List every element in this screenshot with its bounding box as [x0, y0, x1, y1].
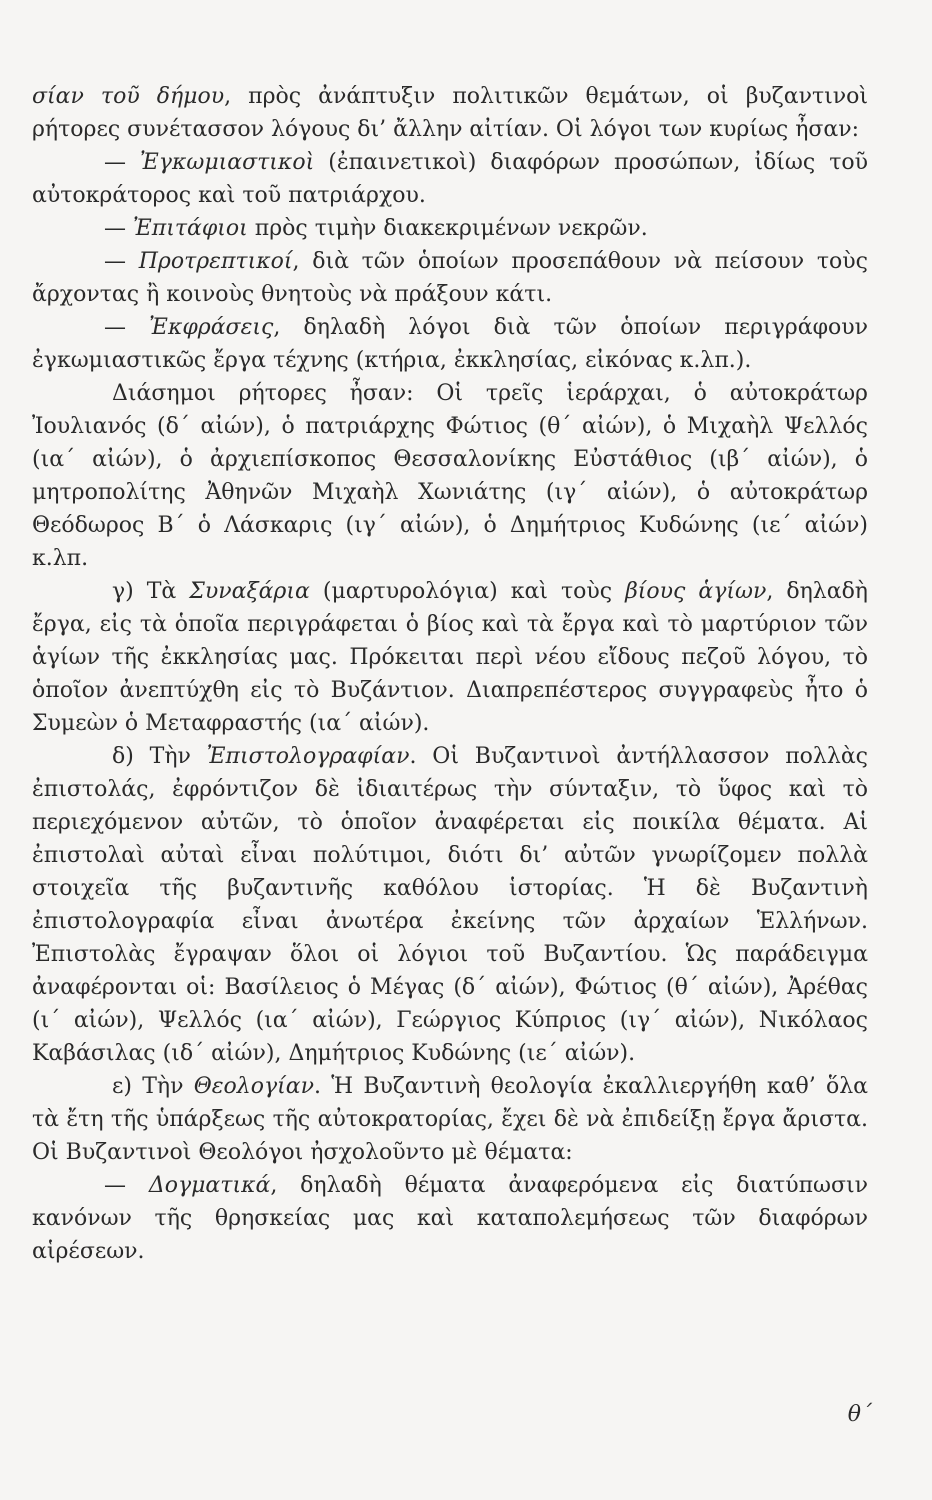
text-run: , δηλαδὴ θέματα ἀναφερόμενα εἰς διατύπωσιν κανόνων τῆς θρησκείας μας καὶ καταπολεμήσεως τῶν διαφόρων αἱρέσεων.: [32, 1173, 868, 1264]
text-run: —: [104, 249, 139, 274]
italic-term: Ἐκφράσεις: [149, 315, 274, 340]
text-run: (ἐπαινετικοὶ) διαφόρων προσώπων, ἰδίως τοῦ αὐτοκράτορος καὶ τοῦ πατριάρχου.: [32, 150, 868, 208]
text-run: ε) Τὴν: [112, 1074, 194, 1099]
italic-term: βίους ἁγίων: [625, 579, 767, 604]
text-run: —: [104, 315, 150, 340]
paragraph-p9: [32, 1070, 868, 1169]
paragraph-p4: [32, 245, 868, 311]
italic-term: Ἐπιτάφιοι: [133, 216, 248, 241]
text-run: , διὰ τῶν ὁποίων προσεπάθουν νὰ πείσουν τοὺς ἄρχοντας ἢ κοινοὺς θνητοὺς νὰ πράξουν κάτι.: [32, 249, 868, 307]
text-run: . Οἱ Βυζαντινοὶ ἀντήλλασσον πολλὰς ἐπιστολάς, ἐφρόντιζον δὲ ἰδιαιτέρως τὴν σύνταξιν, τὸ ὕφος καὶ τὸ περιεχόμενον αὐτῶν, τὸ ὁποῖον ἀναφέρεται εἰς ποικίλα θέματα. Αἱ ἐπιστολαὶ αὐταὶ εἶναι πολύτιμοι, διότι δι’ αὐτῶν γνωρίζομεν πολλὰ στοιχεῖα τῆς βυζαντινῆς καθόλου ἱστορίας. Ἡ δὲ Βυζαντινὴ ἐπιστολογραφία εἶναι ἀνωτέρα ἐκείνης τῶν ἀρχαίων Ἑλλήνων. Ἐπιστολὰς ἔγραψαν ὅλοι οἱ λόγιοι τοῦ Βυζαντίου. Ὡς παράδειγμα ἀναφέρονται οἱ: Βασίλειος ὁ Μέγας (δ΄ αἰών), Φώτιος (θ΄ αἰών), Ἀρέθας (ι΄ αἰών), Ψελλός (ια΄ αἰών), Γεώργιος Κύπριος (ιγ΄ αἰών), Νικόλαος Καβάσιλας (ιδ΄ αἰών), Δημήτριος Κυδώνης (ιε΄ αἰών).: [32, 744, 868, 1066]
paragraph-p7: [32, 575, 868, 740]
text-run: , δηλαδὴ ἔργα, εἰς τὰ ὁποῖα περιγράφεται ὁ βίος καὶ τὰ ἔργα καὶ τὸ μαρτύριον τῶν ἁγίων τῆς ἐκκλησίας μας. Πρόκειται περὶ νέου εἴδους πεζοῦ λόγου, τὸ ὁποῖον ἀνεπτύχθη εἰς τὸ Βυζάντιον. Διαπρεπέστερος συγγραφεὺς ἦτο ὁ Συμεὼν ὁ Μεταφραστής (ια΄ αἰών).: [32, 579, 868, 736]
italic-term: Συναξάρια: [189, 579, 310, 604]
paragraph-p8: [32, 740, 868, 1070]
italic-term: Προτρεπτικοί: [138, 249, 293, 274]
italic-term: Δογματικά: [148, 1173, 271, 1198]
text-run: δ) Τὴν: [112, 744, 207, 769]
paragraph-p2: [32, 146, 868, 212]
text-run: Διάσημοι ρήτορες ἦσαν: Οἱ τρεῖς ἱεράρχαι, ὁ αὐτοκράτωρ Ἰουλιανός (δ΄ αἰών), ὁ πατριάρχης Φώτιος (θ΄ αἰών), ὁ Μιχαὴλ Ψελλός (ια΄ αἰών), ὁ ἀρχιεπίσκοπος Θεσσαλονίκης Εὐστάθιος (ιβ΄ αἰών), ὁ μητροπολίτης Ἀθηνῶν Μιχαὴλ Χωνιάτης (ιγ΄ αἰών), ὁ αὐτοκράτωρ Θεόδωρος Β΄ ὁ Λάσκαρις (ιγ΄ αἰών), ὁ Δημήτριος Κυδώνης (ιε΄ αἰών) κ.λπ.: [32, 381, 868, 571]
body-text: [32, 80, 868, 1268]
page-number: θ΄: [847, 1402, 872, 1427]
text-run: , πρὸς ἀνάπτυξιν πολιτικῶν θεμάτων, οἱ βυζαντινοὶ ρήτορες συνέτασσον λόγους δι’ ἄλλην αἰτίαν. Οἱ λόγοι των κυρίως ἦσαν:: [32, 84, 868, 142]
paragraph-p6: [32, 377, 868, 575]
paragraph-p3: [32, 212, 868, 245]
text-run: , δηλαδὴ λόγοι διὰ τῶν ὁποίων περιγράφουν ἐγκωμιαστικῶς ἔργα τέχνης (κτήρια, ἐκκλησίας, εἰκόνας κ.λπ.).: [32, 315, 868, 373]
text-run: . Ἡ Βυζαντινὴ θεολογία ἐκαλλιεργήθη καθ’ ὅλα τὰ ἔτη τῆς ὑπάρξεως τῆς αὐτοκρατορίας, ἔχει δὲ νὰ ἐπιδείξῃ ἔργα ἄριστα. Οἱ Βυζαντινοὶ Θεολόγοι ἠσχολοῦντο μὲ θέματα:: [32, 1074, 868, 1165]
text-run: —: [104, 1173, 149, 1198]
text-run: πρὸς τιμὴν διακεκριμένων νεκρῶν.: [247, 216, 648, 241]
text-run: (μαρτυρολόγια) καὶ τοὺς: [309, 579, 626, 604]
paragraph-p1: [32, 80, 868, 146]
text-run: γ) Τὰ: [112, 579, 190, 604]
text-run: —: [104, 216, 133, 241]
italic-term: σίαν τοῦ δήμου: [32, 84, 225, 109]
italic-term: Ἐπιστολογραφίαν: [206, 744, 410, 769]
paragraph-p10: [32, 1169, 868, 1268]
italic-term: Ἐγκωμιαστικοὶ: [140, 150, 315, 175]
paragraph-p5: [32, 311, 868, 377]
text-run: —: [104, 150, 141, 175]
italic-term: Θεολογίαν: [193, 1074, 314, 1099]
